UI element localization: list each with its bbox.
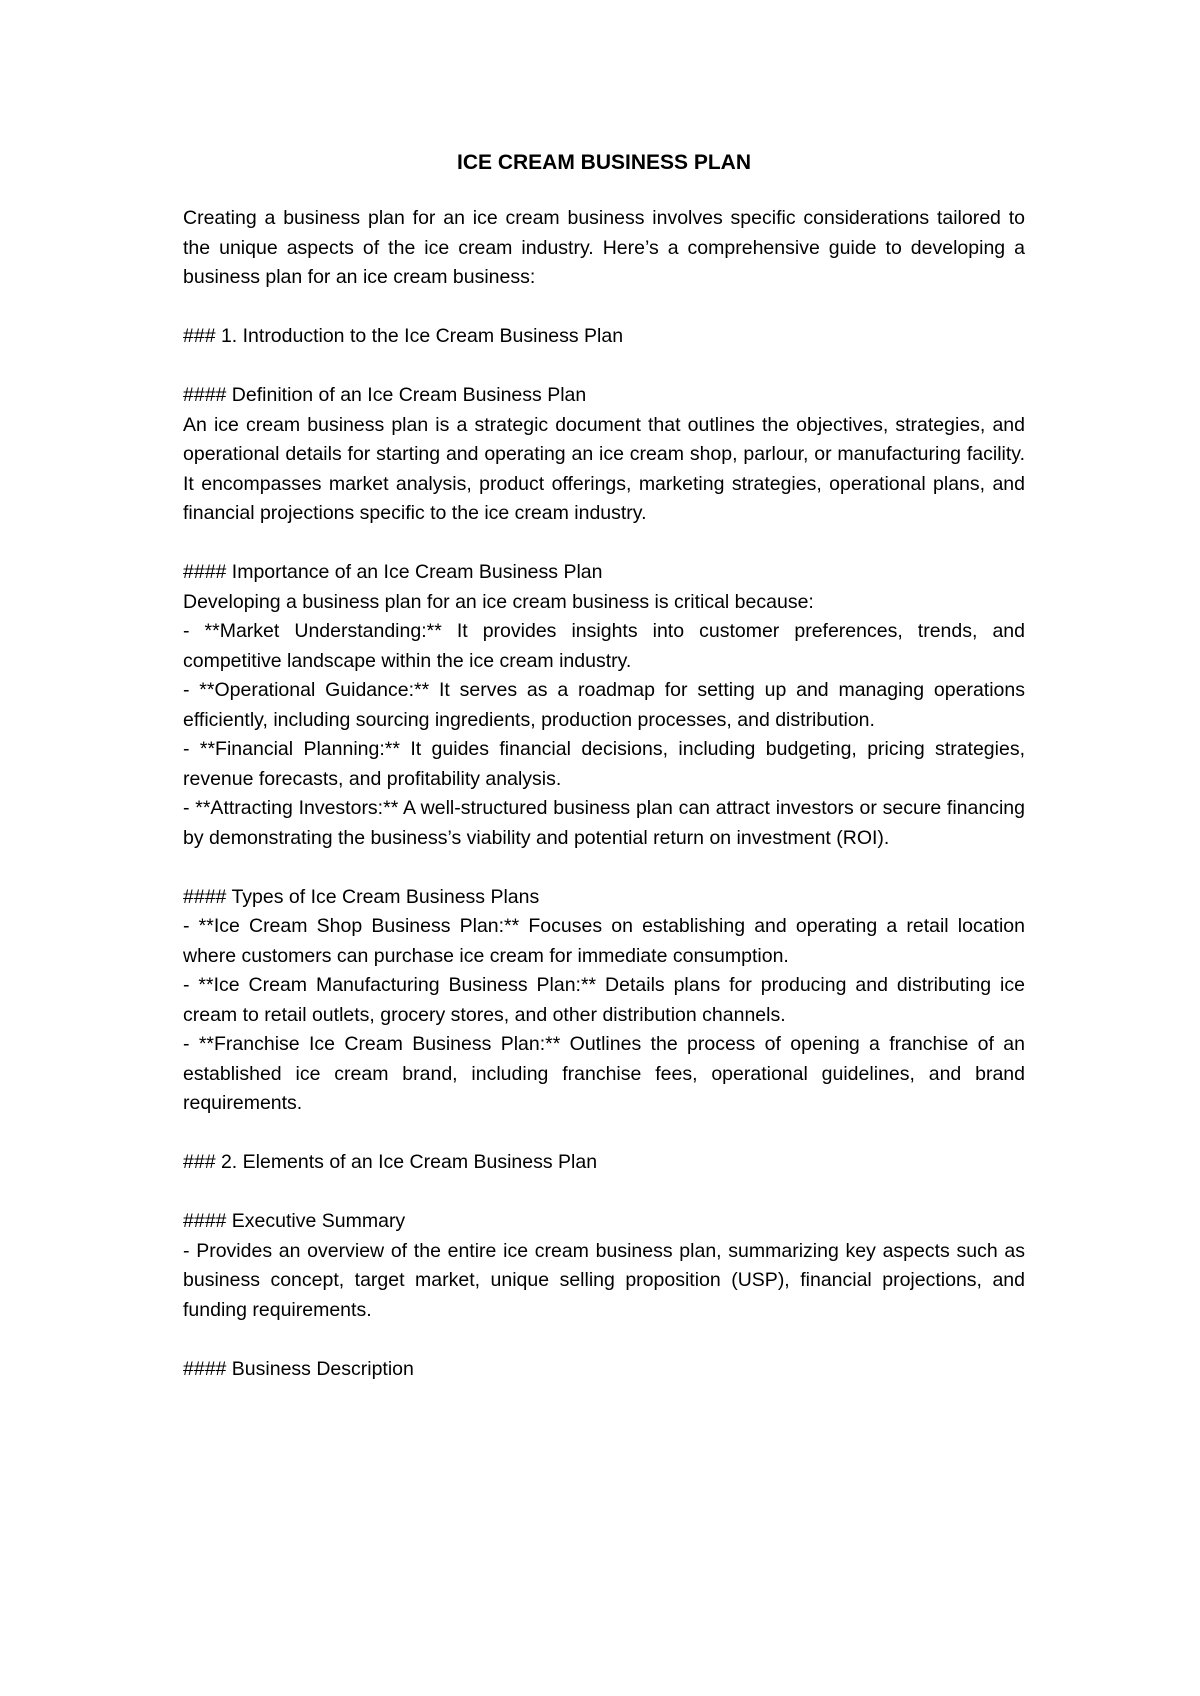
- types-item: - **Ice Cream Shop Business Plan:** Focuses on establishing and operating a retail location where customers can purchase ice cream for immediate consumption.: [183, 915, 1025, 967]
- spacer: [183, 352, 1025, 382]
- spacer: [183, 1119, 1025, 1149]
- spacer: [183, 529, 1025, 559]
- importance-item: - **Operational Guidance:** It serves as a roadmap for setting up and managing operations efficiently, including sourcing ingredients, production processes, and distribution.: [183, 679, 1025, 731]
- section-1-heading: ### 1. Introduction to the Ice Cream Business Plan: [183, 325, 624, 347]
- importance-lead: Developing a business plan for an ice cream business is critical because:: [183, 590, 814, 613]
- document-title: ICE CREAM BUSINESS PLAN: [456, 151, 752, 174]
- importance-item: - **Attracting Investors:** A well-structured business plan can attract investors or secure financing by demonstrating the business’s viability and potential return on investment (ROI).: [183, 797, 1025, 849]
- document-page: [183, 148, 1025, 1384]
- importance-heading: #### Importance of an Ice Cream Business Plan: [183, 561, 603, 583]
- spacer: [183, 853, 1025, 883]
- types-item: - **Franchise Ice Cream Business Plan:** Outlines the process of opening a franchise of an established ice cream brand, including franchise fees, operational guidelines, and brand requirements.: [183, 1033, 1025, 1114]
- definition-paragraph: An ice cream business plan is a strategic document that outlines the objectives, strategies, and operational details for starting and operating an ice cream shop, parlour, or manufacturing facility. It encompasses market analysis, product offerings, marketing strategies, operational plans, and financial projections specific to the ice cream industry.: [183, 413, 1025, 524]
- spacer: [183, 293, 1025, 323]
- business-description-heading: #### Business Description: [183, 1357, 414, 1380]
- importance-item: - **Market Understanding:** It provides insights into customer preferences, trends, and competitive landscape within the ice cream industry.: [183, 620, 1025, 672]
- types-item: - **Ice Cream Manufacturing Business Plan:** Details plans for producing and distributing ice cream to retail outlets, grocery stores, and other distribution channels.: [183, 974, 1025, 1026]
- executive-summary-heading: #### Executive Summary: [183, 1210, 406, 1232]
- spacer: [183, 1325, 1025, 1355]
- section-2-heading: ### 2. Elements of an Ice Cream Business Plan: [183, 1151, 598, 1173]
- executive-summary-paragraph: - Provides an overview of the entire ice cream business plan, summarizing key aspects such as business concept, target market, unique selling proposition (USP), financial projections, and funding requirements.: [183, 1239, 1025, 1321]
- spacer: [183, 1178, 1025, 1208]
- importance-item: - **Financial Planning:** It guides financial decisions, including budgeting, pricing strategies, revenue forecasts, and profitability analysis.: [183, 738, 1025, 790]
- types-heading: #### Types of Ice Cream Business Plans: [183, 885, 540, 908]
- intro-paragraph: Creating a business plan for an ice cream business involves specific considerations tailored to the unique aspects of the ice cream industry. Here’s a comprehensive guide to developing a business plan for an ice cream business:: [183, 207, 1025, 288]
- definition-heading: #### Definition of an Ice Cream Business Plan: [183, 384, 587, 406]
